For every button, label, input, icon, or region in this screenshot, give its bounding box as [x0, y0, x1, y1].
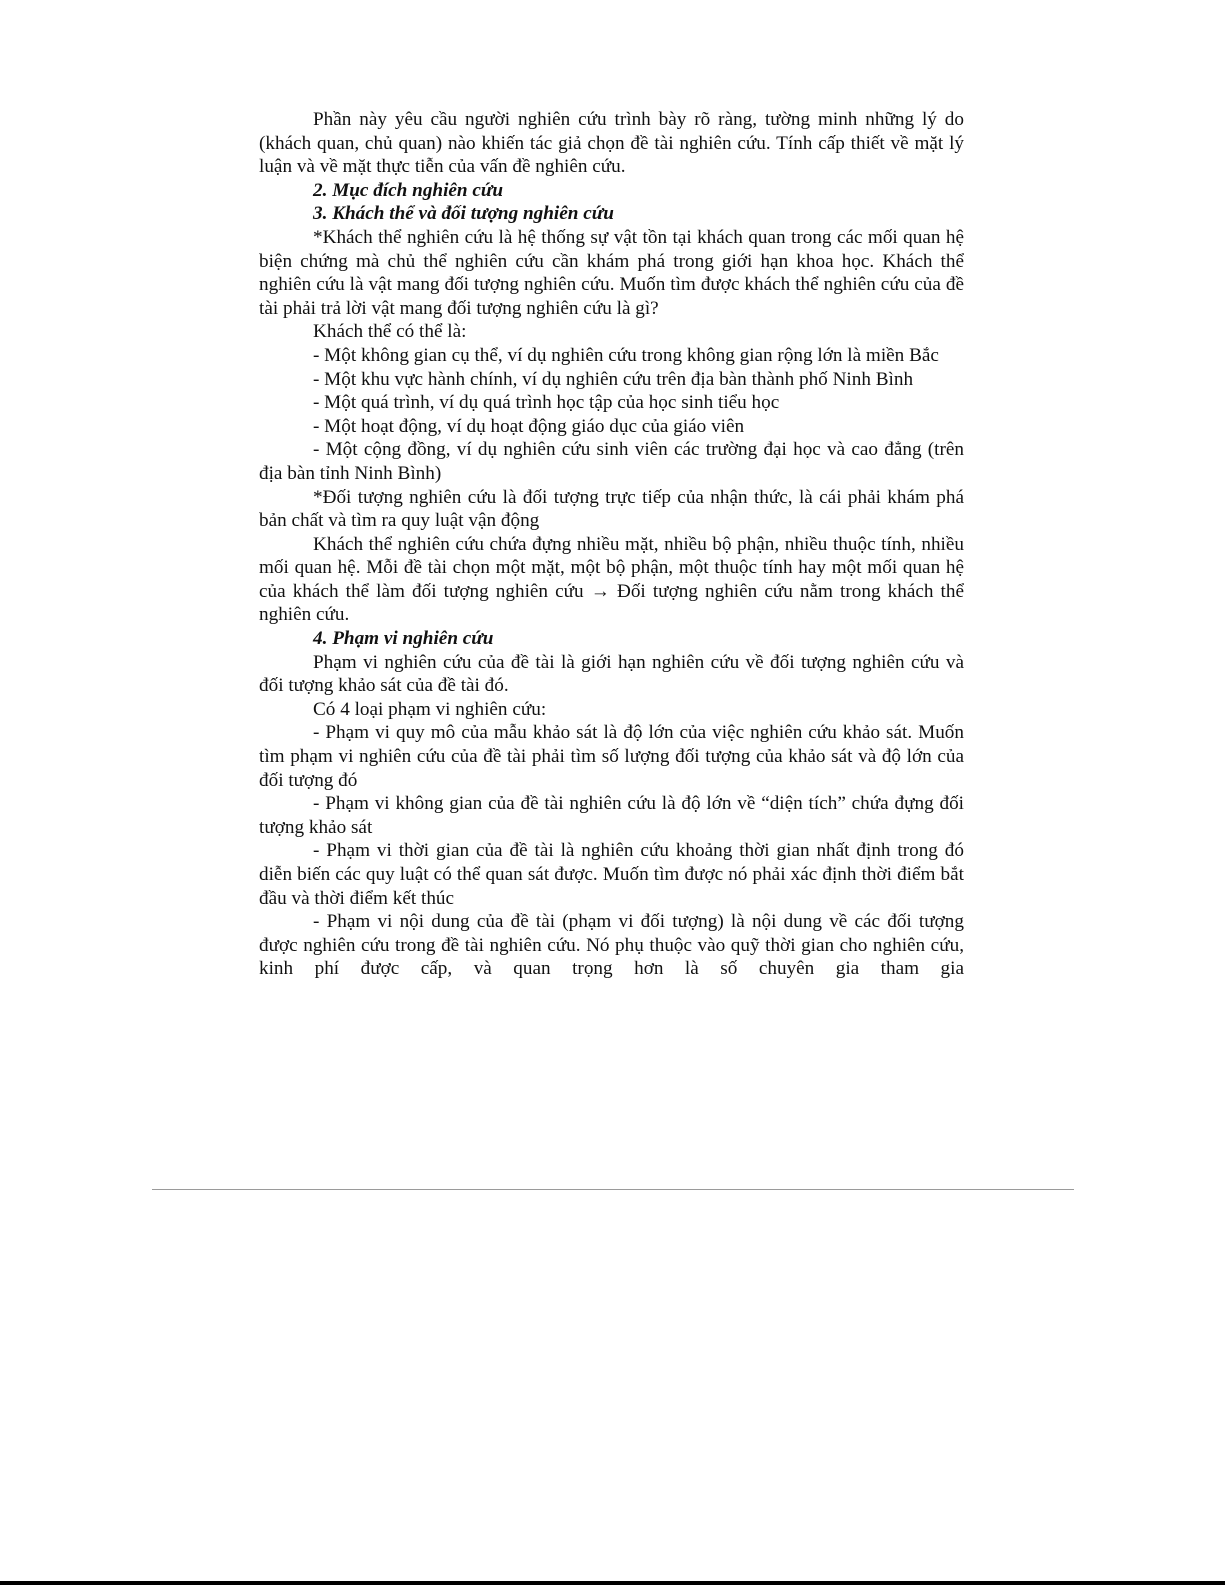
paragraph-scope-types: Có 4 loại phạm vi nghiên cứu: — [313, 698, 547, 720]
heading-research-purpose: 2. Mục đích nghiên cứu — [313, 179, 504, 201]
list-item-scale-scope: - Phạm vi quy mô của mẫu khảo sát là độ lớn của việc nghiên cứu khảo sát. Muốn tìm phạm vi nghiên cứu của đề tài phải tìm số lượng đối tượng của khảo sát và độ lớn của đối tượng đó — [259, 722, 964, 791]
list-item-time-scope: - Phạm vi thời gian của đề tài là nghiên cứu khoảng thời gian nhất định trong đó diễn biến các quy luật có thể quan sát được. Muốn tìm được nó phải xác định thời điểm bắt đầu và thời điểm kết thúc — [259, 840, 964, 909]
list-item-space: - Một không gian cụ thể, ví dụ nghiên cứu trong không gian rộng lớn là miền Bắc — [313, 344, 939, 366]
paragraph-subject-can-be: Khách thể có thể là: — [313, 321, 467, 343]
list-item-content-scope: - Phạm vi nội dung của đề tài (phạm vi đối tượng) là nội dung về các đối tượng được nghiên cứu trong đề tài nghiên cứu. Nó phụ thuộc vào quỹ thời gian cho nghiên cứu, kinh phí được cấp, và quan trọng hơn là số chuyên gia tham gia — [259, 911, 964, 980]
paragraph-rationale: Phần này yêu cầu người nghiên cứu trình bày rõ ràng, tường minh những lý do (khách quan, chủ quan) nào khiến tác giả chọn đề tài nghiên cứu. Tính cấp thiết về mặt lý luận và về mặt thực tiễn của vấn đề nghiên cứu. — [259, 109, 964, 178]
list-item-administrative-area: - Một khu vực hành chính, ví dụ nghiên cứu trên địa bàn thành phố Ninh Bình — [313, 368, 914, 390]
heading-research-subject-object: 3. Khách thể và đối tượng nghiên cứu — [313, 203, 614, 225]
paragraph-research-subject-definition: *Khách thể nghiên cứu là hệ thống sự vật tồn tại khách quan trong các mối quan hệ biện chứng mà chủ thể nghiên cứu cần khám phá trong giới hạn khoa học. Khách thể nghiên cứu là vật mang đối tượng nghiên cứu. Muốn tìm được khách thể nghiên cứu của đề tài phải trả lời vật mang đối tượng nghiên cứu là gì? — [259, 226, 964, 319]
paragraph-subject-contains: Khách thể nghiên cứu chứa đựng nhiều mặt, nhiều bộ phận, nhiều thuộc tính, nhiều mối quan hệ. Mỗi đề tài chọn một mặt, một bộ phận, một thuộc tính hay một mối quan hệ của khách thể làm đối tượng nghiên cứu → Đối tượng nghiên cứu nằm trong khách thể nghiên cứu. — [259, 533, 964, 626]
page-divider — [152, 1189, 1074, 1190]
bottom-edge — [0, 1581, 1225, 1585]
paragraph-scope-definition: Phạm vi nghiên cứu của đề tài là giới hạn nghiên cứu về đối tượng nghiên cứu và đối tượng khảo sát của đề tài đó. — [259, 651, 964, 697]
list-item-community: - Một cộng đồng, ví dụ nghiên cứu sinh viên các trường đại học và cao đẳng (trên địa bàn tỉnh Ninh Bình) — [259, 439, 964, 484]
page-text — [259, 108, 964, 981]
list-item-activity: - Một hoạt động, ví dụ hoạt động giáo dục của giáo viên — [313, 415, 745, 437]
heading-research-scope: 4. Phạm vi nghiên cứu — [313, 628, 494, 650]
list-item-space-scope: - Phạm vi không gian của đề tài nghiên cứu là độ lớn về “diện tích” chứa đựng đối tượng khảo sát — [259, 793, 964, 838]
paragraph-research-object-definition: *Đối tượng nghiên cứu là đối tượng trực tiếp của nhận thức, là cái phải khám phá bản chất và tìm ra quy luật vận động — [259, 486, 964, 532]
list-item-process: - Một quá trình, ví dụ quá trình học tập của học sinh tiểu học — [313, 392, 780, 414]
